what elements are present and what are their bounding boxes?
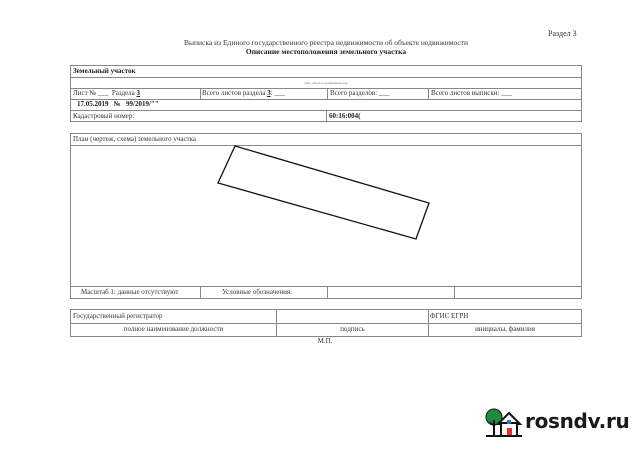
site-name: rosndv.ru [525, 409, 630, 433]
sheet-number: Лист № ___ Раздела 3 [73, 89, 141, 97]
object-type-caption: (вид объекта недвижимости) [304, 81, 348, 85]
cadastral-label: Кадастровый номер: [73, 112, 135, 120]
extract-number: 99/2019/"" [126, 100, 159, 108]
registrar-label: Государственный регистратор [73, 312, 163, 320]
section-number: 3 [136, 89, 141, 97]
name-caption: инициалы, фамилия [475, 325, 535, 333]
plan-label: План (чертеж, схема) земельного участка [73, 135, 197, 143]
cadastral-number: 60:16:004( [329, 112, 361, 120]
position-caption: полное наименование должности [123, 325, 224, 333]
section-label: Раздел 3 [548, 29, 577, 38]
signature-caption: подпись [340, 325, 365, 333]
document-title: Выписка из Единого государственного реестра недвижимости об объекте недвижимости [183, 38, 469, 47]
extract-date: 17.05.2019 [77, 100, 109, 108]
extract-date-number: 17.05.2019 № 99/2019/"" [77, 100, 159, 108]
object-type: Земельный участок [73, 67, 136, 75]
legend-label: Условные обозначения: [222, 288, 293, 296]
house-tree-icon [484, 408, 524, 438]
total-sheets-section: Всего листов раздела 3: ___ [202, 89, 285, 97]
scale-label: Масштаб 1: данные отсутствуют [81, 288, 179, 296]
stamp-label: М.П. [317, 337, 333, 345]
total-sections: Всего разделов: ___ [330, 89, 390, 97]
system-label: ФГИС ЕГРН [430, 312, 469, 320]
signature-table [70, 309, 582, 337]
document-subtitle: Описание местоположения земельного участка [245, 47, 407, 56]
site-watermark[interactable] [484, 408, 630, 438]
total-sheets-extract: Всего листов выписки: ___ [431, 89, 512, 97]
